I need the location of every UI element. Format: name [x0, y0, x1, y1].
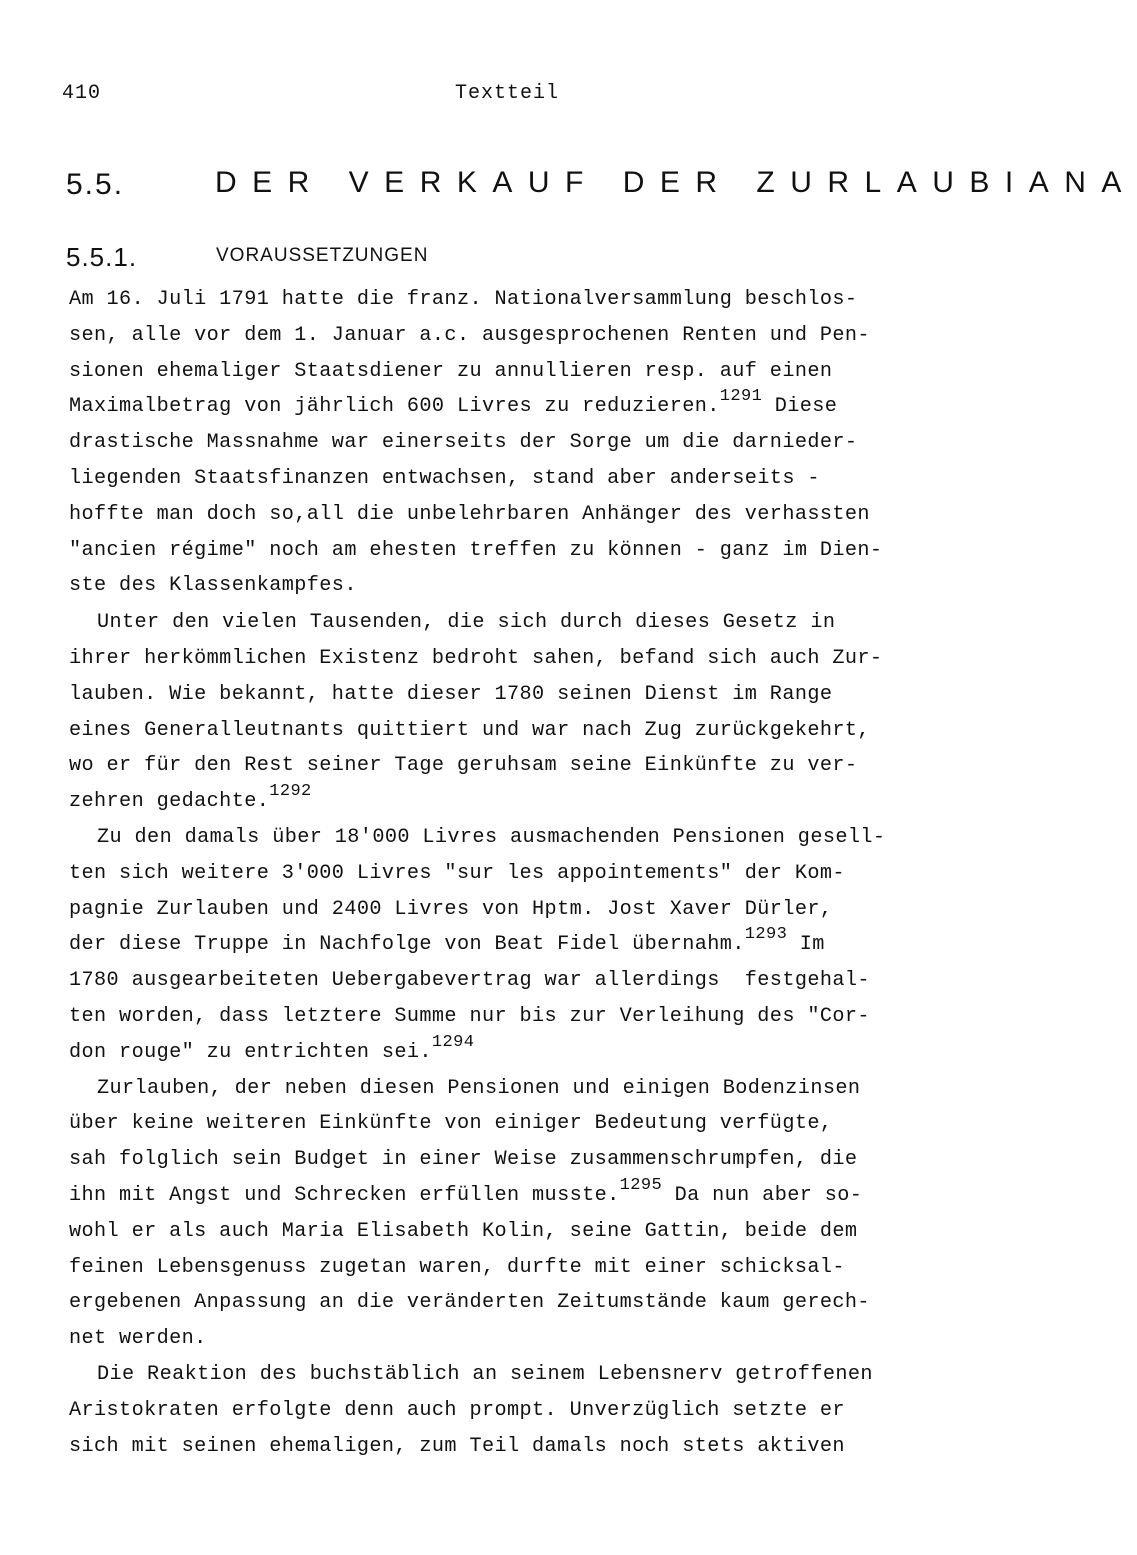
text-line [69, 927, 969, 963]
section-number: 5.5. [66, 168, 125, 201]
section-title: DER VERKAUF DER ZURLAUBIANA [215, 166, 1137, 199]
text-line: 1780 ausgearbeiteten Uebergabevertrag war allerdings festgehal- [69, 969, 870, 993]
text-segment: Diese [762, 395, 838, 419]
subsection-title: VORAUSSETZUNGEN [216, 245, 429, 266]
text-segment: der diese Truppe in Nachfolge von Beat Fidel übernahm. [69, 933, 745, 957]
text-segment: ihn mit Angst und Schrecken erfüllen musste. [69, 1183, 620, 1207]
text-line: "ancien régime" noch am ehesten treffen zu können - ganz im Dien- [69, 538, 883, 562]
footnote-ref: 1295 [619, 1175, 663, 1195]
text-line: sich mit seinen ehemaligen, zum Teil damals noch stets aktiven [69, 1434, 845, 1458]
text-line: feinen Lebensgenuss zugetan waren, durfte mit einer schicksal- [69, 1255, 845, 1279]
text-line [69, 784, 969, 820]
body-text [69, 282, 969, 1464]
text-line: sah folglich sein Budget in einer Weise zusammenschrumpfen, die [69, 1148, 858, 1172]
text-line: ihrer herkömmlichen Existenz bedroht sahen, befand sich auch Zur- [69, 646, 883, 670]
text-line: ten worden, dass letztere Summe nur bis zur Verleihung des "Cor- [69, 1004, 870, 1028]
text-line: ten sich weitere 3'000 Livres "sur les appointements" der Kom- [69, 861, 845, 885]
text-line: Zurlauben, der neben diesen Pensionen und einigen Bodenzinsen [97, 1076, 861, 1100]
text-segment: zehren gedachte. [69, 790, 270, 814]
text-line: lauben. Wie bekannt, hatte dieser 1780 seinen Dienst im Range [69, 682, 833, 706]
text-line: wohl er als auch Maria Elisabeth Kolin, seine Gattin, beide dem [69, 1219, 858, 1243]
text-line: hoffte man doch so,all die unbelehrbaren Anhänger des verhassten [69, 502, 870, 526]
text-line: ste des Klassenkampfes. [69, 574, 357, 598]
text-line: ergebenen Anpassung an die veränderten Zeitumstände kaum gerech- [69, 1291, 870, 1315]
text-line: Am 16. Juli 1791 hatte die franz. Nationalversammlung beschlos- [69, 288, 858, 311]
text-line: wo er für den Rest seiner Tage geruhsam seine Einkünfte zu ver- [69, 754, 858, 778]
page-number: 410 [62, 82, 102, 105]
text-line: liegenden Staatsfinanzen entwachsen, stand aber anderseits - [69, 466, 820, 490]
running-head: Textteil [455, 82, 560, 105]
text-line: sen, alle vor dem 1. Januar a.c. ausgesprochenen Renten und Pen- [69, 323, 870, 347]
text-line: über keine weiteren Einkünfte von einiger Bedeutung verfügte, [69, 1112, 833, 1136]
footnote-ref: 1291 [719, 387, 763, 407]
text-line [69, 389, 969, 425]
text-line: sionen ehemaliger Staatsdiener zu annullieren resp. auf einen [69, 359, 833, 383]
footnote-ref: 1293 [744, 925, 788, 945]
text-line: Unter den vielen Tausenden, die sich durch dieses Gesetz in [97, 611, 836, 635]
text-line: Zu den damals über 18'000 Livres ausmachenden Pensionen gesell- [97, 825, 886, 849]
text-segment: Maximalbetrag von jährlich 600 Livres zu reduzieren. [69, 395, 720, 419]
text-line [69, 1175, 969, 1214]
text-line: Die Reaktion des buchstäblich an seinem Lebensnerv getroffenen [97, 1362, 873, 1386]
text-segment: don rouge" zu entrichten sei. [69, 1040, 432, 1064]
text-line: pagnie Zurlauben und 2400 Livres von Hptm. Jost Xaver Dürler, [69, 897, 833, 921]
text-line: eines Generalleutnants quittiert und war nach Zug zurückgekehrt, [69, 718, 870, 742]
text-line [69, 1032, 969, 1071]
text-segment: Im [787, 933, 825, 957]
text-line: Aristokraten erfolgte denn auch prompt. Unverzüglich setzte er [69, 1398, 845, 1422]
text-segment: Da nun aber so- [662, 1183, 863, 1207]
subsection-number: 5.5.1. [66, 242, 138, 272]
footnote-ref: 1292 [269, 782, 312, 802]
footnote-ref: 1294 [431, 1032, 475, 1052]
text-line: net werden. [69, 1327, 207, 1351]
text-line: drastische Massnahme war einerseits der Sorge um die darnieder- [69, 431, 858, 455]
